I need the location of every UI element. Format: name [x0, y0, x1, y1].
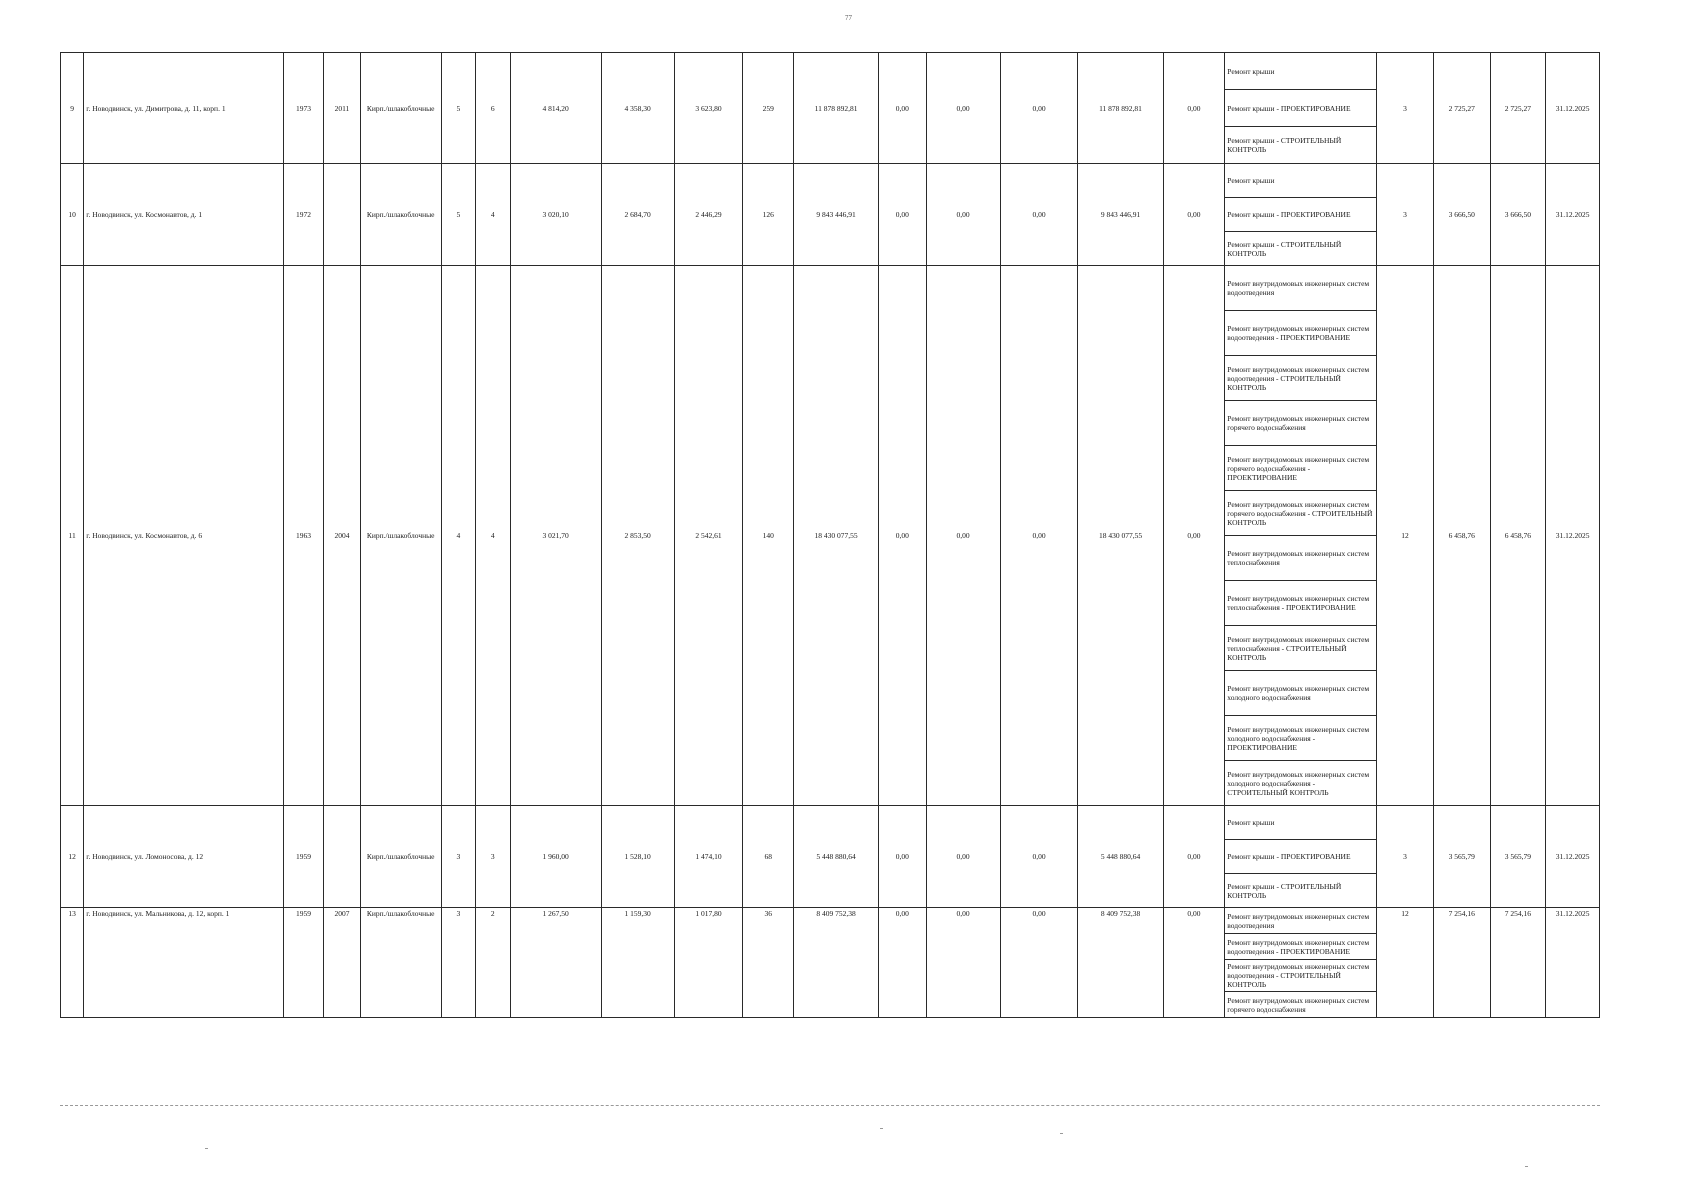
wall-material-cell: Кирп./шлакоблочные [360, 53, 441, 164]
cost-other-cell: 0,00 [1163, 806, 1225, 908]
work-type-cell: Ремонт внутридомовых инженерных систем горячего водоснабжения [1225, 401, 1377, 446]
year-built-cell: 1959 [283, 908, 324, 1018]
work-type-cell: Ремонт внутридомовых инженерных систем теплоснабжения - ПРОЕКТИРОВАНИЕ [1225, 581, 1377, 626]
entrances-cell: 2 [476, 908, 510, 1018]
area-residential-cell: 2 542,61 [674, 266, 743, 806]
deadline-cell: 31.12.2025 [1546, 53, 1600, 164]
table-row [61, 266, 1600, 311]
cost-regional-cell: 0,00 [926, 806, 1000, 908]
repair-program-table [60, 52, 1600, 1018]
cost-other-cell: 0,00 [1163, 908, 1225, 1018]
work-type-cell: Ремонт внутридомовых инженерных систем горячего водоснабжения [1225, 992, 1377, 1018]
cost-owners-cell: 8 409 752,38 [1078, 908, 1163, 1018]
cost-federal-cell: 0,00 [879, 806, 927, 908]
entrances-cell: 3 [476, 806, 510, 908]
unit-cost-cell: 3 565,79 [1433, 806, 1490, 908]
row-number-cell: 13 [61, 908, 84, 1018]
cost-owners-cell: 11 878 892,81 [1078, 53, 1163, 164]
floors-cell: 5 [441, 53, 475, 164]
work-count-cell: 12 [1377, 266, 1434, 806]
year-built-cell: 1973 [283, 53, 324, 164]
work-count-cell: 3 [1377, 53, 1434, 164]
work-type-cell: Ремонт крыши - ПРОЕКТИРОВАНИЕ [1225, 840, 1377, 874]
address-cell: г. Новодвинск, ул. Димитрова, д. 11, корп. 1 [84, 53, 283, 164]
work-type-cell: Ремонт внутридомовых инженерных систем водоотведения - ПРОЕКТИРОВАНИЕ [1225, 934, 1377, 960]
work-type-cell: Ремонт крыши - СТРОИТЕЛЬНЫЙ КОНТРОЛЬ [1225, 874, 1377, 908]
year-built-cell: 1963 [283, 266, 324, 806]
wall-material-cell: Кирп./шлакоблочные [360, 806, 441, 908]
row-number-cell: 9 [61, 53, 84, 164]
cost-regional-cell: 0,00 [926, 266, 1000, 806]
cost-local-cell: 0,00 [1000, 266, 1078, 806]
floors-cell: 3 [441, 908, 475, 1018]
limit-cost-cell: 2 725,27 [1490, 53, 1546, 164]
cost-total-cell: 5 448 880,64 [794, 806, 879, 908]
total-area-cell: 3 020,10 [510, 164, 601, 266]
work-type-cell: Ремонт внутридомовых инженерных систем водоотведения - СТРОИТЕЛЬНЫЙ КОНТРОЛЬ [1225, 356, 1377, 401]
work-type-cell: Ремонт внутридомовых инженерных систем холодного водоснабжения - СТРОИТЕЛЬНЫЙ КОНТРОЛЬ [1225, 761, 1377, 806]
residents-cell: 259 [743, 53, 794, 164]
work-type-cell: Ремонт крыши - ПРОЕКТИРОВАНИЕ [1225, 198, 1377, 232]
work-type-cell: Ремонт внутридомовых инженерных систем водоотведения - СТРОИТЕЛЬНЫЙ КОНТРОЛЬ [1225, 960, 1377, 992]
entrances-cell: 4 [476, 266, 510, 806]
floors-cell: 4 [441, 266, 475, 806]
year-repair-cell: 2004 [324, 266, 360, 806]
scan-speck [1060, 1133, 1063, 1134]
floors-cell: 3 [441, 806, 475, 908]
work-type-cell: Ремонт крыши - СТРОИТЕЛЬНЫЙ КОНТРОЛЬ [1225, 232, 1377, 266]
work-type-cell: Ремонт крыши [1225, 53, 1377, 90]
work-type-cell: Ремонт внутридомовых инженерных систем горячего водоснабжения - СТРОИТЕЛЬНЫЙ КОНТРОЛЬ [1225, 491, 1377, 536]
entrances-cell: 6 [476, 53, 510, 164]
cost-other-cell: 0,00 [1163, 53, 1225, 164]
area-premises-cell: 1 159,30 [601, 908, 674, 1018]
work-type-cell: Ремонт внутридомовых инженерных систем теплоснабжения [1225, 536, 1377, 581]
work-type-cell: Ремонт крыши - СТРОИТЕЛЬНЫЙ КОНТРОЛЬ [1225, 127, 1377, 164]
scan-speck [880, 1128, 883, 1129]
unit-cost-cell: 2 725,27 [1433, 53, 1490, 164]
work-type-cell: Ремонт крыши [1225, 806, 1377, 840]
cost-total-cell: 11 878 892,81 [794, 53, 879, 164]
work-type-cell: Ремонт внутридомовых инженерных систем теплоснабжения - СТРОИТЕЛЬНЫЙ КОНТРОЛЬ [1225, 626, 1377, 671]
floors-cell: 5 [441, 164, 475, 266]
year-built-cell: 1972 [283, 164, 324, 266]
work-count-cell: 12 [1377, 908, 1434, 1018]
table-row [61, 164, 1600, 198]
work-type-cell: Ремонт крыши [1225, 164, 1377, 198]
cost-other-cell: 0,00 [1163, 164, 1225, 266]
unit-cost-cell: 6 458,76 [1433, 266, 1490, 806]
cost-total-cell: 18 430 077,55 [794, 266, 879, 806]
area-premises-cell: 4 358,30 [601, 53, 674, 164]
cost-regional-cell: 0,00 [926, 164, 1000, 266]
cost-federal-cell: 0,00 [879, 908, 927, 1018]
entrances-cell: 4 [476, 164, 510, 266]
total-area-cell: 3 021,70 [510, 266, 601, 806]
row-number-cell: 10 [61, 164, 84, 266]
work-type-cell: Ремонт крыши - ПРОЕКТИРОВАНИЕ [1225, 90, 1377, 127]
unit-cost-cell: 3 666,50 [1433, 164, 1490, 266]
wall-material-cell: Кирп./шлакоблочные [360, 908, 441, 1018]
deadline-cell: 31.12.2025 [1546, 908, 1600, 1018]
cost-local-cell: 0,00 [1000, 164, 1078, 266]
limit-cost-cell: 3 666,50 [1490, 164, 1546, 266]
cost-local-cell: 0,00 [1000, 53, 1078, 164]
cost-federal-cell: 0,00 [879, 164, 927, 266]
wall-material-cell: Кирп./шлакоблочные [360, 266, 441, 806]
address-cell: г. Новодвинск, ул. Космонавтов, д. 1 [84, 164, 283, 266]
work-type-cell: Ремонт внутридомовых инженерных систем горячего водоснабжения - ПРОЕКТИРОВАНИЕ [1225, 446, 1377, 491]
residents-cell: 126 [743, 164, 794, 266]
work-count-cell: 3 [1377, 806, 1434, 908]
deadline-cell: 31.12.2025 [1546, 806, 1600, 908]
area-residential-cell: 2 446,29 [674, 164, 743, 266]
row-number-cell: 11 [61, 266, 84, 806]
table-row [61, 908, 1600, 934]
limit-cost-cell: 7 254,16 [1490, 908, 1546, 1018]
cost-owners-cell: 9 843 446,91 [1078, 164, 1163, 266]
page-bottom-edge [60, 1105, 1600, 1106]
cost-other-cell: 0,00 [1163, 266, 1225, 806]
cost-owners-cell: 18 430 077,55 [1078, 266, 1163, 806]
year-repair-cell: 2007 [324, 908, 360, 1018]
address-cell: г. Новодвинск, ул. Мальникова, д. 12, корп. 1 [84, 908, 283, 1018]
work-count-cell: 3 [1377, 164, 1434, 266]
address-cell: г. Новодвинск, ул. Ломоносова, д. 12 [84, 806, 283, 908]
unit-cost-cell: 7 254,16 [1433, 908, 1490, 1018]
residents-cell: 140 [743, 266, 794, 806]
deadline-cell: 31.12.2025 [1546, 164, 1600, 266]
area-residential-cell: 1 017,80 [674, 908, 743, 1018]
area-premises-cell: 2 853,50 [601, 266, 674, 806]
limit-cost-cell: 6 458,76 [1490, 266, 1546, 806]
area-residential-cell: 3 623,80 [674, 53, 743, 164]
cost-regional-cell: 0,00 [926, 53, 1000, 164]
area-residential-cell: 1 474,10 [674, 806, 743, 908]
table-row [61, 806, 1600, 840]
residents-cell: 68 [743, 806, 794, 908]
work-type-cell: Ремонт внутридомовых инженерных систем холодного водоснабжения - ПРОЕКТИРОВАНИЕ [1225, 716, 1377, 761]
year-repair-cell [324, 806, 360, 908]
deadline-cell: 31.12.2025 [1546, 266, 1600, 806]
work-type-cell: Ремонт внутридомовых инженерных систем холодного водоснабжения [1225, 671, 1377, 716]
work-type-cell: Ремонт внутридомовых инженерных систем водоотведения [1225, 908, 1377, 934]
cost-regional-cell: 0,00 [926, 908, 1000, 1018]
limit-cost-cell: 3 565,79 [1490, 806, 1546, 908]
cost-total-cell: 9 843 446,91 [794, 164, 879, 266]
cost-local-cell: 0,00 [1000, 908, 1078, 1018]
area-premises-cell: 2 684,70 [601, 164, 674, 266]
cost-federal-cell: 0,00 [879, 266, 927, 806]
total-area-cell: 1 960,00 [510, 806, 601, 908]
total-area-cell: 1 267,50 [510, 908, 601, 1018]
cost-owners-cell: 5 448 880,64 [1078, 806, 1163, 908]
table-row [61, 53, 1600, 90]
cost-local-cell: 0,00 [1000, 806, 1078, 908]
work-type-cell: Ремонт внутридомовых инженерных систем водоотведения - ПРОЕКТИРОВАНИЕ [1225, 311, 1377, 356]
residents-cell: 36 [743, 908, 794, 1018]
page-number: 77 [845, 14, 852, 22]
address-cell: г. Новодвинск, ул. Космонавтов, д. 6 [84, 266, 283, 806]
year-repair-cell [324, 164, 360, 266]
area-premises-cell: 1 528,10 [601, 806, 674, 908]
year-repair-cell: 2011 [324, 53, 360, 164]
work-type-cell: Ремонт внутридомовых инженерных систем водоотведения [1225, 266, 1377, 311]
scan-speck [1525, 1166, 1528, 1167]
scan-speck [205, 1148, 208, 1149]
cost-federal-cell: 0,00 [879, 53, 927, 164]
cost-total-cell: 8 409 752,38 [794, 908, 879, 1018]
year-built-cell: 1959 [283, 806, 324, 908]
wall-material-cell: Кирп./шлакоблочные [360, 164, 441, 266]
total-area-cell: 4 814,20 [510, 53, 601, 164]
row-number-cell: 12 [61, 806, 84, 908]
